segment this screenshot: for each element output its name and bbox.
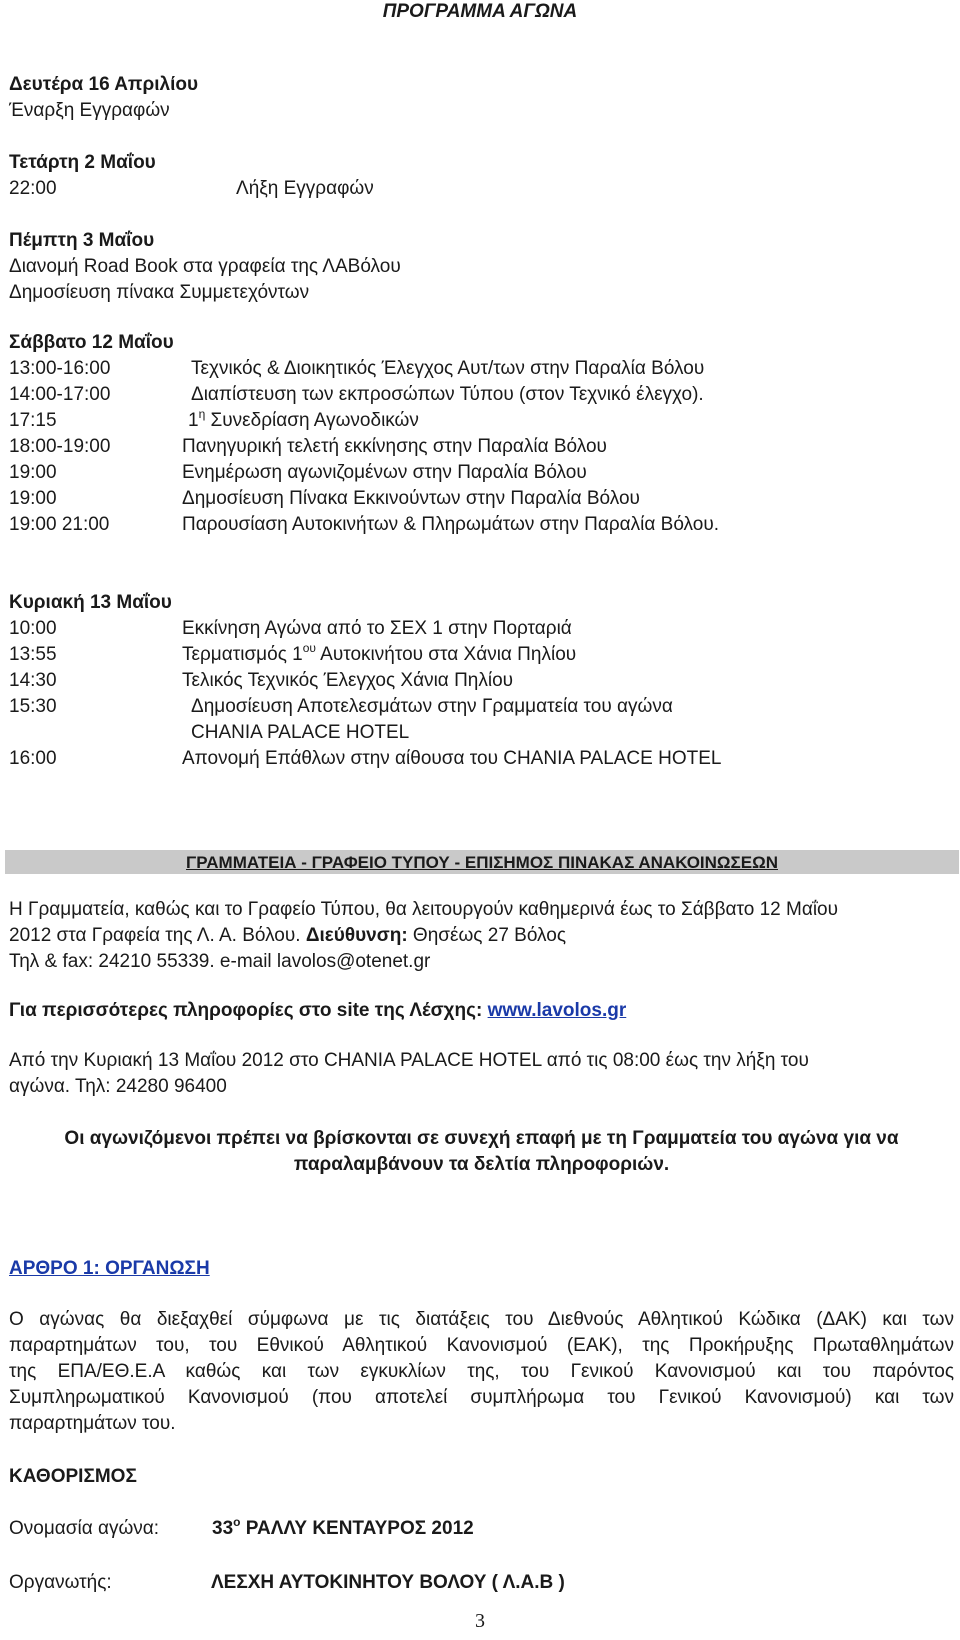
schedule-row <box>9 176 954 202</box>
more-info-line <box>9 998 954 1024</box>
edition-suffix: ο <box>233 1515 241 1529</box>
thursday-line: Δημοσίευση πίνακα Συμμετεχόντων <box>9 282 310 303</box>
saturday-heading: Σάββατο 12 Μαΐου <box>9 332 174 353</box>
schedule-row <box>9 512 954 538</box>
schedule-row <box>9 746 954 772</box>
wednesday-section <box>9 150 954 202</box>
article-line: Συμπληρωματικού Κανονισμού (που αποτελεί συμπλήρωμα του Γενικού Κανονισμού) και των <box>9 1387 954 1408</box>
secretariat-line: Η Γραμματεία, καθώς και το Γραφείο Τύπου, θα λειτουργούν καθημερινά έως το Σάββατο 12 Μαΐου <box>9 899 839 920</box>
notice-line: παραλαμβάνουν τα δελτία πληροφοριών. <box>293 1154 670 1175</box>
article-1-body <box>9 1307 954 1437</box>
schedule-row <box>9 616 954 642</box>
event-name-value <box>212 1516 474 1542</box>
page-number: 3 <box>475 1610 485 1632</box>
schedule-row <box>9 486 954 512</box>
schedule-time: 14:00-17:00 <box>9 384 111 405</box>
secretariat-address-line <box>9 923 954 949</box>
schedule-text: Πανηγυρική τελετή εκκίνησης στην Παραλία Βόλου <box>182 436 607 457</box>
saturday-section <box>9 330 954 538</box>
definitions-section <box>9 1464 954 1490</box>
schedule-row <box>9 642 954 668</box>
schedule-time: 14:30 <box>9 670 57 691</box>
event-name <box>9 1516 954 1542</box>
schedule-row <box>9 434 954 460</box>
schedule-time: 15:30 <box>9 696 57 717</box>
article-line: παραρτημάτων του, του Εθνικού Αθλητικού Κανονισμού (ΕΑΚ), της Προκήρυξης Πρωταθλημάτων <box>9 1335 954 1356</box>
secretariat-info <box>9 897 954 975</box>
secretariat-banner-text: ΓΡΑΜΜΑΤΕΙΑ - ΓΡΑΦΕΙΟ ΤΥΠΟΥ - ΕΠΙΣΗΜΟΣ ΠΙΝΑΚΑΣ ΑΝΑΚΟΙΝΩΣΕΩΝ <box>185 853 779 872</box>
event-title: ΡΑΛΛΥ ΚΕΝΤΑΥΡΟΣ 2012 <box>240 1518 474 1539</box>
ordinal-suffix: ου <box>302 641 316 655</box>
article-line: της ΕΠΑ/ΕΘ.Ε.Α καθώς και των εγκυκλίων της, του Γενικού Κανονισμού και του παρόντος <box>9 1361 954 1382</box>
schedule-text <box>188 408 419 434</box>
sunday-secretariat <box>9 1048 954 1100</box>
sunday-secretariat-line: Από την Κυριακή 13 Μαΐου 2012 στο CHANIA PALACE HOTEL από τις 08:00 έως την λήξη του <box>9 1050 809 1071</box>
schedule-time: 18:00-19:00 <box>9 436 111 457</box>
schedule-time: 13:55 <box>9 644 57 665</box>
schedule-text-rest: Συνεδρίαση Αγωνοδικών <box>205 410 419 431</box>
schedule-text: Τεχνικός & Διοικητικός Έλεγχος Αυτ/των στην Παραλία Βόλου <box>191 358 705 379</box>
organizer <box>9 1570 954 1596</box>
organizer-value: ΛΕΣΧΗ ΑΥΤΟΚΙΝΗΤΟΥ ΒΟΛΟΥ ( Λ.Α.Β ) <box>211 1572 565 1593</box>
contact-line: Τηλ & fax: 24210 55339. e-mail lavolos@otenet.gr <box>9 951 431 972</box>
schedule-time: 19:00 <box>9 462 57 483</box>
thursday-line: Διανομή Road Book στα γραφεία της ΛΑΒόλου <box>9 256 401 277</box>
secretariat-line-start: 2012 στα Γραφεία της Λ. Α. Βόλου. <box>9 925 306 946</box>
schedule-time: 13:00-16:00 <box>9 358 111 379</box>
monday-section <box>9 72 954 124</box>
article-line: παραρτημάτων του. <box>9 1413 176 1434</box>
schedule-row <box>9 460 954 486</box>
notice-line: Οι αγωνιζόμενοι πρέπει να βρίσκονται σε συνεχή επαφή με τη Γραμματεία του αγώνα για να <box>64 1128 899 1149</box>
more-info <box>9 998 954 1024</box>
schedule-text: Παρουσίαση Αυτοκινήτων & Πληρωμάτων στην Παραλία Βόλου. <box>182 514 719 535</box>
address-value: Θησέως 27 Βόλος <box>407 925 566 946</box>
schedule-text: Εκκίνηση Αγώνα από το ΣΕΧ 1 στην Πορταριά <box>182 618 572 639</box>
schedule-time: 17:15 <box>9 410 57 431</box>
sunday-secretariat-line: αγώνα. Τηλ: 24280 96400 <box>9 1076 227 1097</box>
more-info-text: Για περισσότερες πληροφορίες στο site της Λέσχης: <box>9 1000 488 1021</box>
organizer-label: Οργανωτής: <box>9 1572 112 1593</box>
schedule-text-continuation: CHANIA PALACE HOTEL <box>191 722 410 743</box>
schedule-row-continuation <box>9 720 954 746</box>
schedule-text: Ενημέρωση αγωνιζομένων στην Παραλία Βόλου <box>182 462 587 483</box>
schedule-text: Διαπίστευση των εκπροσώπων Τύπου (στον Τεχνικό έλεγχο). <box>191 384 704 405</box>
schedule-row <box>9 668 954 694</box>
website-link[interactable]: www.lavolos.gr <box>487 1000 627 1021</box>
schedule-row <box>9 694 954 720</box>
ordinal-number: 1 <box>188 410 199 431</box>
monday-heading: Δευτέρα 16 Απριλίου <box>9 74 199 95</box>
article-line: Ο αγώνας θα διεξαχθεί σύμφωνα με τις διατάξεις του Διεθνούς Αθλητικού Κώδικα (ΔΑΚ) και των <box>9 1309 954 1330</box>
schedule-text: Δημοσίευση Πίνακα Εκκινούντων στην Παραλία Βόλου <box>182 488 640 509</box>
schedule-time: 19:00 <box>9 488 57 509</box>
schedule-text: Απονομή Επάθλων στην αίθουσα του CHANIA PALACE HOTEL <box>182 748 722 769</box>
schedule-row <box>9 382 954 408</box>
address-label: Διεύθυνση: <box>305 925 408 946</box>
organizer-row <box>9 1570 954 1596</box>
thursday-heading: Πέμπτη 3 Μαΐου <box>9 230 155 251</box>
document-title: ΠΡΟΓΡΑΜΜΑ ΑΓΩΝΑ <box>382 1 578 22</box>
secretariat-banner <box>5 850 959 874</box>
wednesday-heading: Τετάρτη 2 Μαΐου <box>9 152 156 173</box>
schedule-text-rest: Αυτοκινήτου στα Χάνια Πηλίου <box>315 644 577 665</box>
schedule-time: 16:00 <box>9 748 57 769</box>
article-1 <box>9 1256 954 1282</box>
schedule-text: Δημοσίευση Αποτελεσμάτων στην Γραμματεία του αγώνα <box>191 696 673 717</box>
event-name-label: Ονομασία αγώνα: <box>9 1518 160 1539</box>
monday-text: Έναρξη Εγγραφών <box>9 100 170 121</box>
schedule-text: Τελικός Τεχνικός Έλεγχος Χάνια Πηλίου <box>182 670 514 691</box>
sunday-heading: Κυριακή 13 Μαΐου <box>9 592 172 613</box>
event-edition: 33 <box>212 1518 234 1539</box>
thursday-section <box>9 228 954 306</box>
definitions-heading: ΚΑΘΟΡΙΣΜΟΣ <box>9 1466 137 1487</box>
sunday-section <box>9 590 954 772</box>
schedule-row <box>9 356 954 382</box>
schedule-row <box>9 408 954 434</box>
ordinal-suffix: η <box>198 407 206 421</box>
schedule-text <box>182 642 576 668</box>
article-title: ΑΡΘΡΟ 1: ΟΡΓΑΝΩΣΗ <box>9 1258 210 1279</box>
schedule-text: Λήξη Εγγραφών <box>236 178 374 199</box>
schedule-time: 19:00 21:00 <box>9 514 110 535</box>
schedule-time: 22:00 <box>9 178 57 199</box>
schedule-time: 10:00 <box>9 618 57 639</box>
event-name-row <box>9 1516 954 1542</box>
competitor-notice <box>9 1126 954 1178</box>
schedule-text-start: Τερματισμός 1 <box>182 644 303 665</box>
